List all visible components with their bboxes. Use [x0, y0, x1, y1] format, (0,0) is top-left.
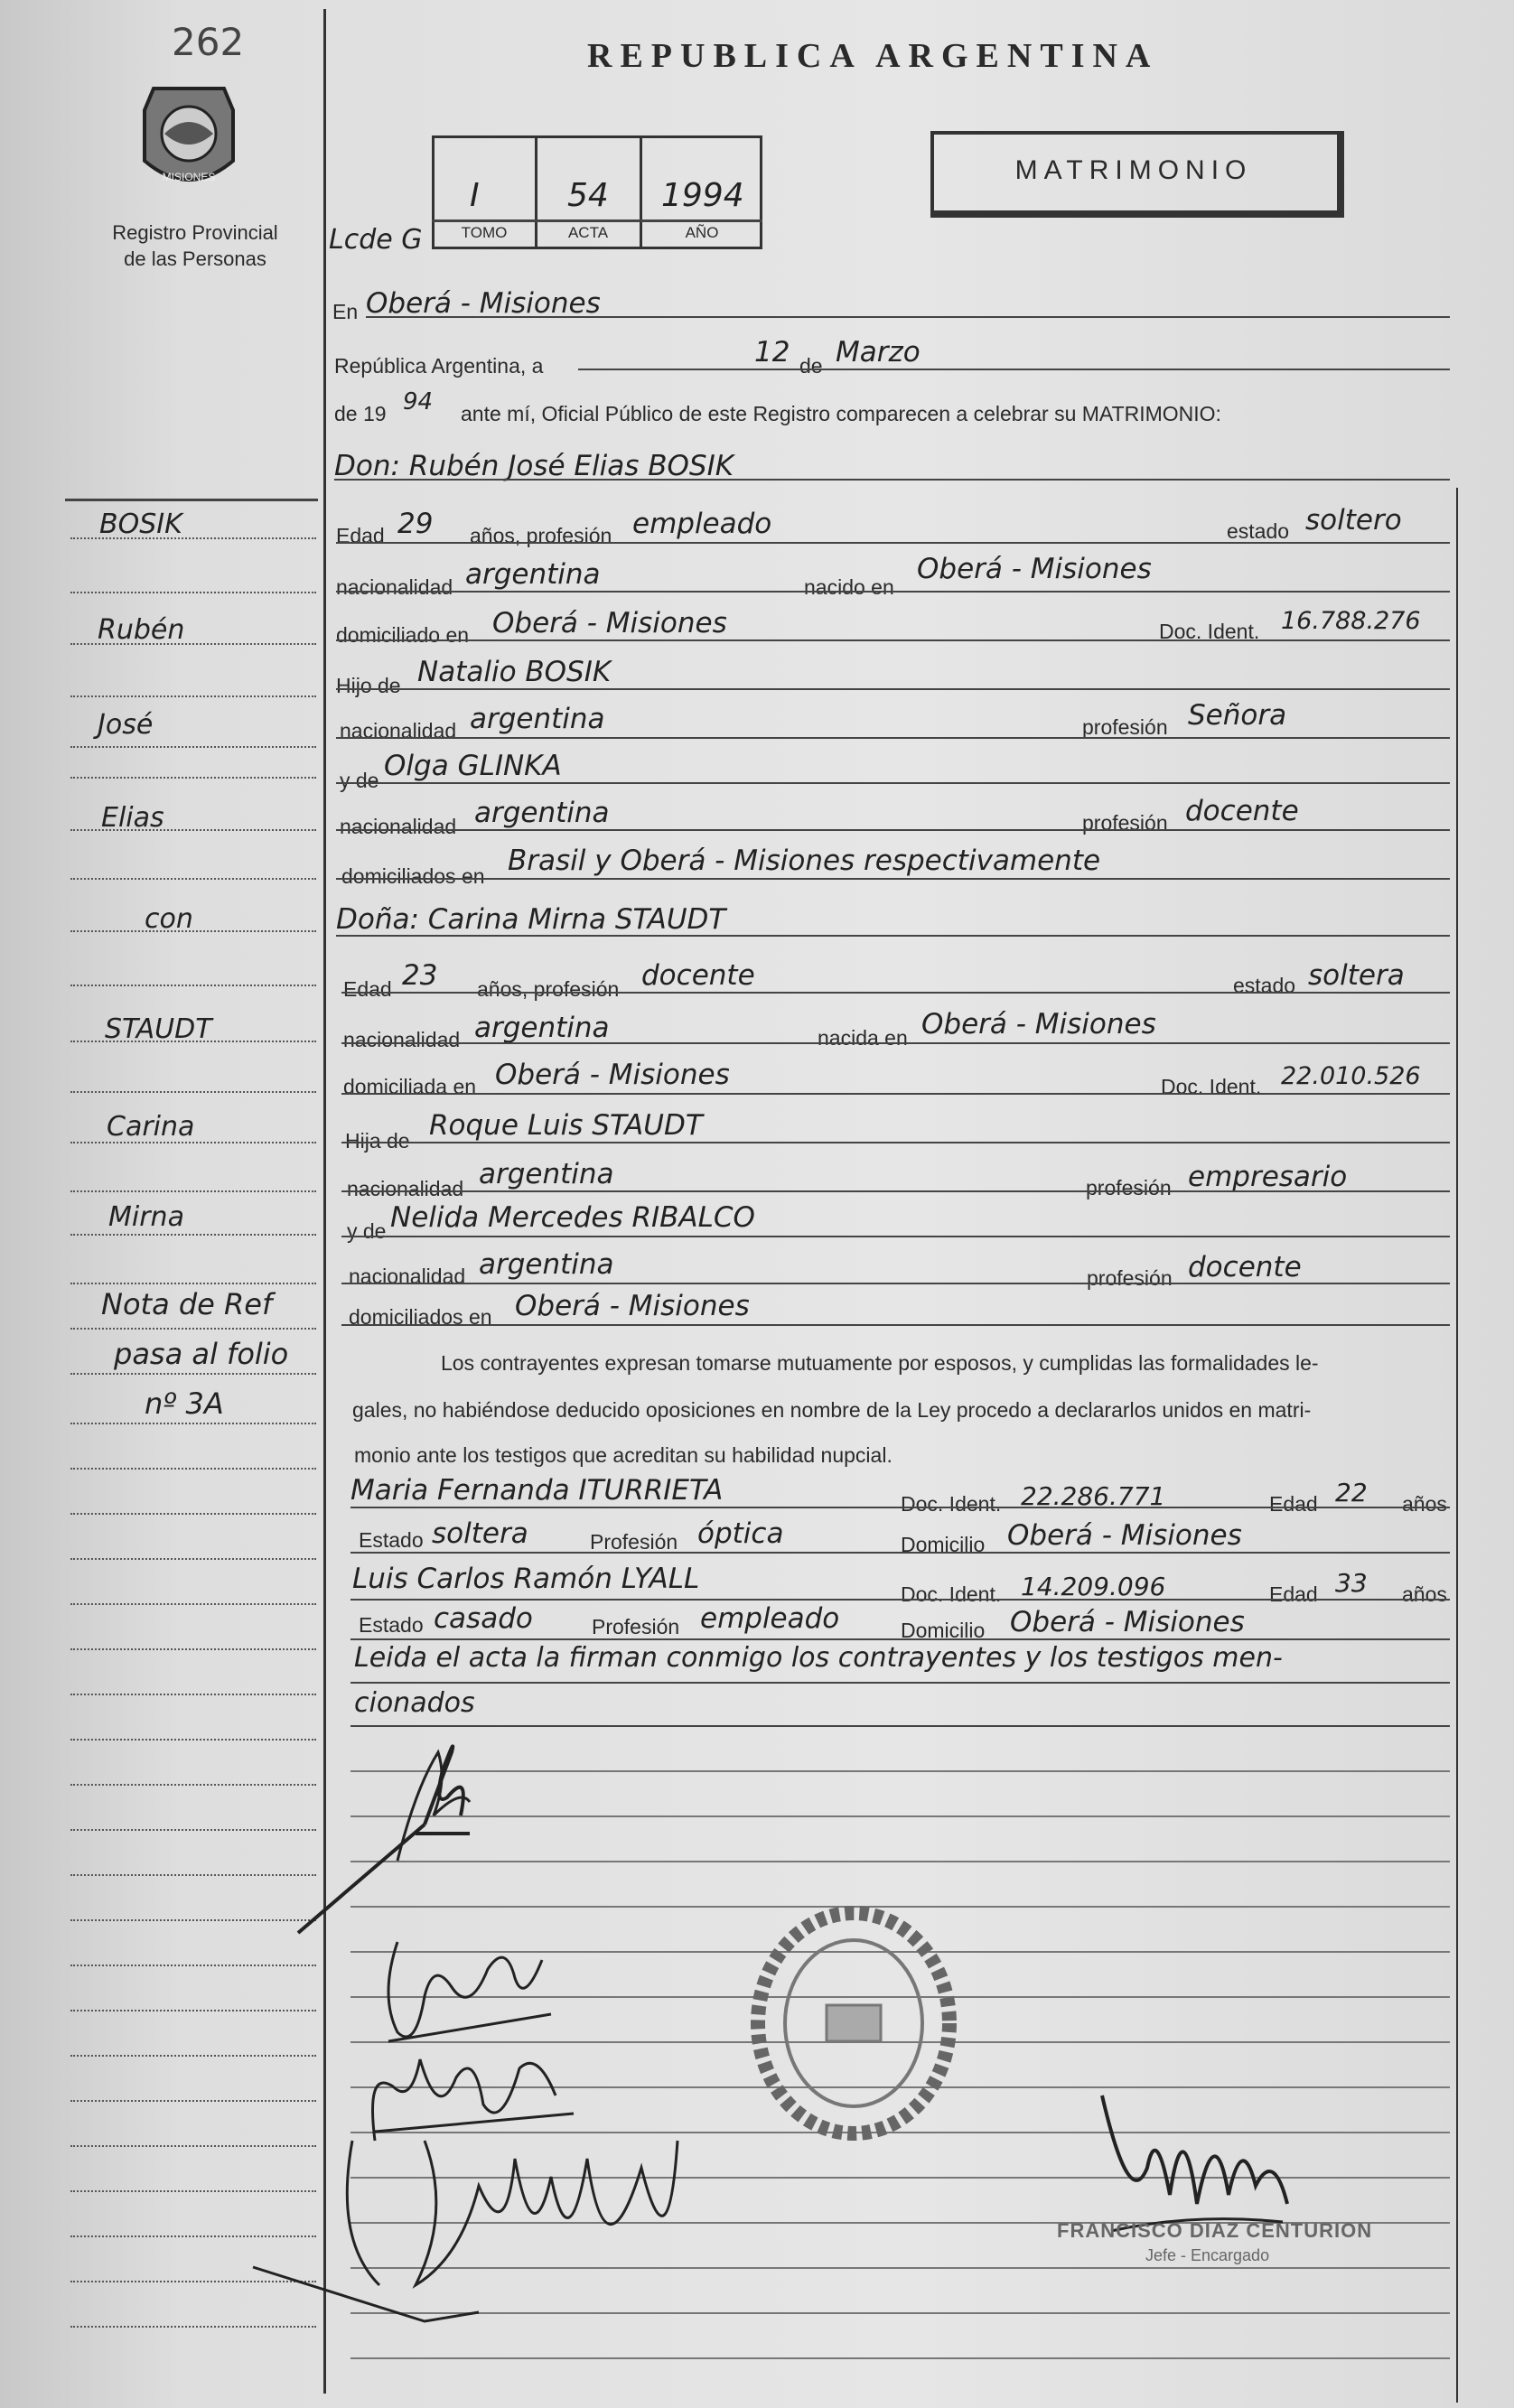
label-profesion-w2: Profesión	[592, 1615, 680, 1638]
value-lugar: Oberá - Misiones	[366, 287, 601, 320]
value-mes: Marzo	[836, 336, 921, 369]
label-edad-2: Edad	[343, 977, 392, 1001]
label-nacionalidad-padre-2: nacionalidad	[347, 1177, 464, 1200]
label-doc-ident-w2: Doc. Ident.	[901, 1582, 1002, 1606]
province-seal-icon	[136, 74, 242, 201]
label-comparecen: ante mí, Oficial Público de este Registro comparecen a celebrar su MATRIMONIO:	[461, 402, 1221, 425]
value-contrayente1: Don: Rubén José Elias BOSIK	[334, 450, 734, 482]
witness-2-edad: 33	[1335, 1568, 1368, 1598]
value-c2-nacida-en: Oberá - Misiones	[921, 1008, 1156, 1041]
value-c2-padre-profesion: empresario	[1188, 1161, 1348, 1193]
value-c2-doc: 22.010.526	[1281, 1062, 1421, 1090]
label-de: de	[799, 354, 823, 378]
label-profesion-padre-2: profesión	[1086, 1176, 1172, 1199]
label-nacionalidad-madre-2: nacionalidad	[349, 1265, 466, 1288]
declaration-line-2: gales, no habiéndose deducido oposiciones en nombre de la Ley procedo a declararlos unidos en matri-	[352, 1398, 1312, 1422]
margin-item: Elias	[101, 802, 164, 834]
label-edad-w2: Edad	[1269, 1582, 1318, 1606]
value-anio: 94	[403, 388, 434, 415]
value-c1-domicilio: Oberá - Misiones	[492, 607, 727, 639]
left-column-border	[323, 9, 326, 2394]
value-c1-padres-domicilio: Brasil y Oberá - Misiones respectivamente	[508, 845, 1101, 877]
page-number: 262	[172, 20, 245, 64]
label-de19: de 19	[334, 402, 387, 425]
value-c2-madre: Nelida Mercedes RIBALCO	[390, 1201, 755, 1234]
margin-item: con	[145, 903, 193, 935]
tomo-label: TOMO	[461, 224, 508, 241]
label-estado-1: estado	[1227, 519, 1290, 543]
label-anios-w2: años	[1402, 1582, 1447, 1606]
label-domiciliados-en-2: domiciliados en	[349, 1305, 492, 1329]
margin-note-3: nº 3A	[145, 1386, 224, 1421]
value-c1-padre-profesion: Señora	[1188, 699, 1287, 732]
anio-value: 1994	[661, 177, 744, 214]
margin-item: José	[98, 709, 154, 741]
label-estado-w1: Estado	[359, 1528, 424, 1552]
act-type: MATRIMONIO	[1014, 155, 1253, 185]
witness-2-domicilio: Oberá - Misiones	[1010, 1606, 1245, 1638]
label-doc-ident-2: Doc. Ident.	[1161, 1075, 1262, 1098]
margin-item: Mirna	[108, 1201, 184, 1233]
label-nacido-en: nacido en	[804, 575, 894, 599]
value-c1-profesion: empleado	[632, 508, 772, 540]
margin-item: Carina	[107, 1111, 195, 1143]
margin-note-1: Nota de Ref	[101, 1287, 273, 1321]
margin-note-2: pasa al folio	[114, 1337, 289, 1371]
label-domiciliado-en: domiciliado en	[336, 623, 470, 647]
label-y-de-2: y de	[347, 1219, 387, 1243]
label-y-de-1: y de	[340, 769, 379, 792]
label-domiciliados-en-1: domiciliados en	[341, 864, 485, 888]
signature-witnesses-icon	[244, 2105, 714, 2339]
value-dia: 12	[754, 336, 790, 369]
tomo-value: I	[470, 177, 480, 214]
witness-1-doc: 22.286.771	[1021, 1481, 1166, 1511]
margin-item: BOSIK	[99, 509, 182, 540]
label-domiciliada-en: domiciliada en	[343, 1075, 477, 1098]
label-anios-profesion-2: años, profesión	[477, 977, 620, 1001]
witness-1-domicilio: Oberá - Misiones	[1007, 1519, 1242, 1552]
label-profesion-padre-1: profesión	[1082, 715, 1168, 739]
country-title: REPUBLICA ARGENTINA	[587, 37, 1159, 75]
label-estado-w2: Estado	[359, 1613, 424, 1637]
value-c1-padre-nacionalidad: argentina	[470, 703, 605, 735]
value-c1-madre-nacionalidad: argentina	[474, 797, 610, 829]
value-c2-profesion: docente	[641, 959, 755, 992]
official-stamp-icon	[750, 1906, 958, 2141]
value-c2-nacionalidad: argentina	[474, 1012, 610, 1044]
closing-line-2: cionados	[354, 1687, 475, 1719]
value-c2-padre: Roque Luis STAUDT	[429, 1109, 703, 1142]
label-anios-w1: años	[1402, 1492, 1447, 1516]
value-c1-edad: 29	[397, 508, 434, 540]
label-nacionalidad-2: nacionalidad	[343, 1028, 461, 1051]
label-profesion-w1: Profesión	[590, 1530, 678, 1554]
label-doc-ident-w1: Doc. Ident.	[901, 1492, 1002, 1516]
acta-label: ACTA	[567, 224, 609, 241]
witness-2-estado: casado	[434, 1602, 533, 1635]
label-hija-de: Hija de	[345, 1129, 410, 1153]
acta-value: 54	[567, 177, 609, 214]
value-c1-nacionalidad: argentina	[465, 558, 601, 591]
signature-registrar-icon	[1084, 2068, 1301, 2240]
value-c2-padre-nacionalidad: argentina	[479, 1158, 614, 1190]
registry-line-2: de las Personas	[124, 247, 266, 270]
registry-line-1: Registro Provincial	[112, 221, 278, 244]
label-domicilio-w2: Domicilio	[901, 1619, 986, 1642]
right-border	[1456, 488, 1458, 2403]
value-c2-padres-domicilio: Oberá - Misiones	[515, 1290, 750, 1322]
label-hijo-de: Hijo de	[336, 674, 401, 697]
signature-officer-icon	[289, 1716, 524, 1951]
label-domicilio-w1: Domicilio	[901, 1533, 986, 1556]
label-republica: República Argentina, a	[334, 354, 544, 378]
value-c2-madre-profesion: docente	[1188, 1251, 1302, 1283]
witness-1-profesion: óptica	[697, 1517, 784, 1550]
label-edad-1: Edad	[336, 524, 385, 547]
witness-1-edad: 22	[1335, 1478, 1368, 1507]
label-nacida-en: nacida en	[818, 1026, 908, 1050]
label-nacionalidad-padre-1: nacionalidad	[340, 719, 457, 742]
label-nacionalidad-1: nacionalidad	[336, 575, 453, 599]
margin-note: Lcde G	[329, 224, 423, 256]
value-c2-edad: 23	[402, 959, 438, 992]
witness-2-doc: 14.209.096	[1021, 1572, 1166, 1601]
margin-item: STAUDT	[105, 1013, 212, 1045]
closing-line-1: Leida el acta la firman conmigo los contrayentes y los testigos men-	[354, 1642, 1283, 1674]
label-doc-ident-1: Doc. Ident.	[1159, 620, 1260, 643]
officer-name: FRANCISCO DIAZ CENTURION	[1057, 2219, 1373, 2242]
value-c1-estado: soltero	[1305, 504, 1402, 537]
label-nacionalidad-madre-1: nacionalidad	[340, 815, 457, 838]
declaration-line-1: Los contrayentes expresan tomarse mutuamente por esposos, y cumplidas las formalidades le-	[441, 1351, 1319, 1375]
value-c1-madre-profesion: docente	[1185, 795, 1299, 827]
value-c2-madre-nacionalidad: argentina	[479, 1248, 614, 1281]
value-c1-nacido-en: Oberá - Misiones	[917, 553, 1152, 585]
declaration-line-3: monio ante los testigos que acreditan su habilidad nupcial.	[354, 1443, 893, 1467]
label-en: En	[332, 300, 359, 323]
witness-1-name: Maria Fernanda ITURRIETA	[350, 1474, 724, 1507]
witness-2-name: Luis Carlos Ramón LYALL	[352, 1563, 700, 1595]
label-estado-2: estado	[1233, 974, 1296, 997]
value-c1-padre: Natalio BOSIK	[417, 656, 612, 688]
svg-text:MISIONES: MISIONES	[162, 171, 216, 183]
label-profesion-madre-2: profesión	[1087, 1266, 1173, 1290]
label-anios-profesion-1: años, profesión	[470, 524, 612, 547]
value-c1-madre: Olga GLINKA	[384, 750, 562, 782]
witness-1-estado: soltera	[432, 1517, 528, 1550]
value-contrayente2: Doña: Carina Mirna STAUDT	[336, 903, 726, 936]
label-profesion-madre-1: profesión	[1082, 811, 1168, 835]
value-c2-domicilio: Oberá - Misiones	[495, 1059, 730, 1091]
witness-2-profesion: empleado	[700, 1602, 840, 1635]
anio-label: AÑO	[685, 224, 719, 241]
label-edad-w1: Edad	[1269, 1492, 1318, 1516]
margin-item: Rubén	[98, 614, 185, 646]
value-c2-estado: soltera	[1308, 959, 1405, 992]
officer-role: Jefe - Encargado	[1145, 2246, 1270, 2264]
value-c1-doc: 16.788.276	[1281, 607, 1421, 635]
